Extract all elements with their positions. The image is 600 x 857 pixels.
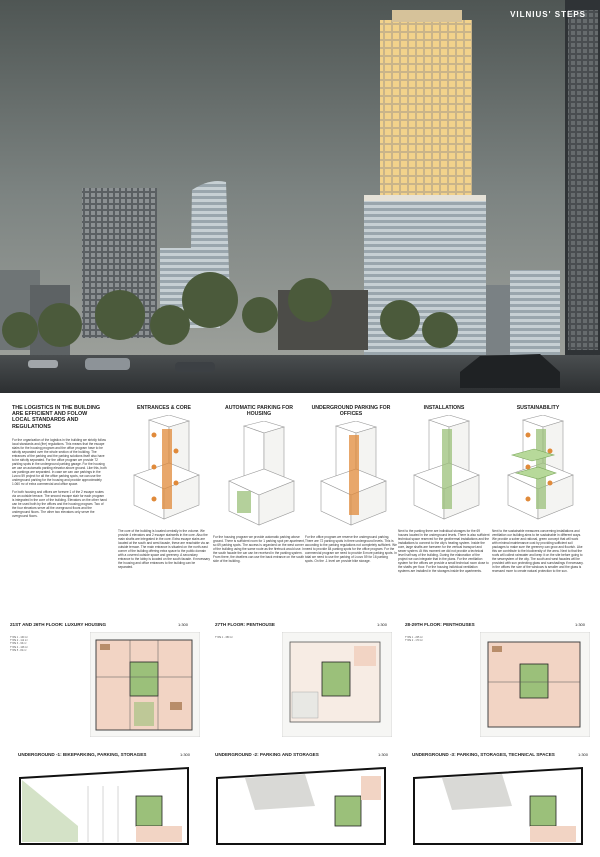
section-body: For the housing program we provide automatic parking above ground. There is sufficient room for 1 parking spot per apartment, so 69 parking spots. The access is organized on the west corner of the building using the same route as the firetruck would use. In the south facade the car can be received in the parking system. From there, the dwellers can use the back entrance on the south side of the building. (213, 535, 305, 563)
plan-legend: TYPE 1 - 380 m² (215, 636, 233, 639)
marker-icon (152, 433, 157, 438)
highlight-element (162, 429, 172, 509)
section-title: AUTOMATIC PARKING FOR HOUSING (224, 405, 293, 417)
section-title: ENTRANCES & CORE (137, 405, 191, 411)
intro-body-1: For the organization of the logistics in the building we strictly follow local standards and (fire) regulations. This means that the escape stairs for the housing program and the office program have to be strictly separated over the whole section of the building. The entrances of the parking and the parking solutions itself also have to be strictly separated. For the office program we provide 72 parking spots in the underground parking garage. For the housing we use an automatic parking elevator above ground. Like this, both car parkings are separated. In case we can use parkings in the Lvovo 59 project for all the office parking spots, we can use the underground parking for the housing and provide approximately 1.060 m² of extra commercial and office space. (12, 437, 107, 486)
plan-legend: TYPE 1 - 205 m² TYPE 2 - 170 m² (405, 636, 423, 643)
isometric-diagram (124, 415, 204, 525)
intro-body-2: For both housing and offices we foresee 1 of the 2 escape routes via an outside terrace. The second escape stair for each program is integrated in the core of the building. Elevators on the other hand can be used both by the offices and the housing program. Two of the four elevators serve all the overground floors and the underground floors. The other two elevators only serve the overground floors. (12, 489, 107, 518)
plan-title-27: 27TH FLOOR: PENTHOUSE (215, 622, 275, 627)
hero-render (0, 0, 600, 393)
floor-plans-row-2 (10, 752, 590, 852)
intro-title: THE LOGISTICS IN THE BUILDING ARE EFFICIENT AND FOLOW LOCAL STANDARDS AND REGULATIONS (12, 405, 101, 430)
isometric-diagram (498, 415, 578, 525)
section-body: For the office program we reserve the underground parking. There are 72 parking spots in three underground levels. This is according to the parking regulations not completely sufficient. We need to provide 84 parking spots for the office program. For the commercial program we need to provide 8 more parking spots. In total we need to use the parking of Lvovo 59 for 16 parking spots. On the -1 level we provide bike storage. (305, 535, 397, 563)
marker-icon (174, 449, 179, 454)
marker-icon (526, 433, 531, 438)
plan-scale: 1:300 (578, 752, 589, 757)
plan-title-21-26: 21ST AND 26TH FLOOR: LUXURY HOUSING (10, 622, 107, 627)
main-tower (364, 10, 486, 355)
plan-title-ug1: UNDERGROUND -1: BIKEPARKING, PARKING, STORAGES (18, 752, 147, 757)
floor-plan-underground-1 (18, 766, 193, 846)
marker-icon (526, 497, 531, 502)
plan-scale: 1:300 (377, 622, 388, 627)
floor-plan-27 (282, 632, 392, 737)
highlight-element (237, 491, 251, 513)
marker-icon (548, 449, 553, 454)
plan-scale: 1:300 (378, 752, 389, 757)
plan-scale: 1:300 (178, 622, 189, 627)
section-sustainability (492, 405, 584, 573)
section-installations (398, 405, 490, 573)
floor-plan-28-29 (480, 632, 590, 737)
highlight-element (349, 435, 359, 515)
plan-scale: 1:300 (575, 622, 586, 627)
section-entrances-core (118, 405, 210, 569)
marker-icon (152, 497, 157, 502)
section-body: The core of the building is located centrally in the volume. We provide 4 elevators and 2 escape stairwells in the core. Also the main shafts are integrated in the core. Extra escape stairs are located at the south and west facade, these are reachable via an outside terrace. The main entrance is situated on the north-east corner of the building offering extra space to the public domain with a covered outside space and greenery. A secondary entrance to the lobby is located on the south facade. If necessary the housing and office entrances to the building can be separated. (118, 529, 210, 569)
car (85, 358, 130, 370)
floor-plans-row-1 (10, 622, 590, 742)
marker-icon (548, 481, 553, 486)
section-automatic-parking (213, 405, 305, 563)
section-body: Next to the parking there are individual storages for the 69 houses located in the underground levels. There is also sufficient technical space reserved for the geothermal installations and the installations to connect to the city's heating system. Inside the core, large shafts are foreseen for the vertical transport and sewer system. At this moment we did not provide a technical level half way of the building. During the elaboration of the project we can integrate that in the plans. For the ventilation system for the offices we provide a small technical room close to the shafts per floor. For the housing individual ventilation systems are installed in the storages inside the apartments. (398, 529, 490, 573)
plan-title-ug2: UNDERGROUND -2: PARKING AND STORAGES (215, 752, 319, 757)
poster-title: VILNIUS' STEPS (510, 10, 586, 19)
section-title: INSTALLATIONS (423, 405, 465, 411)
section-underground-parking (305, 405, 397, 563)
plan-legend: TYPE 1 - 160 m² TYPE 2 - 112 m² TYPE 3 - 96 m² TYPE 4 - 108 m² TYPE 5 - 82 m² (10, 636, 28, 652)
section-title: UNDERGROUND PARKING FOR OFFICES (311, 405, 391, 417)
logistics-intro (12, 405, 107, 518)
isometric-diagram (404, 415, 484, 525)
plan-scale: 1:300 (180, 752, 191, 757)
plan-title-ug3: UNDERGROUND -3: PARKING, STORAGES, TECHNICAL SPACES (412, 752, 555, 757)
isometric-diagram (219, 421, 299, 531)
floor-plan-21-26 (90, 632, 200, 737)
highlight-element (442, 429, 452, 509)
marker-icon (152, 465, 157, 470)
marker-icon (526, 465, 531, 470)
hero-illustration (0, 0, 600, 393)
section-body: Next to the sustainable measures concerning installations and ventilation our building aims to be sustainable in different ways. We provide a sober and rational, green concept that will work with minimal maintenance cost by providing sufficient soil packages to make sure the greenery can grow and flourish. Like this we contribute to the biodiversity of the area. Next to that the roofs will collect rainwater and keep it on the site before going to the sewerystem of the city. The south and west facades will be provided with sun protecting glass and sunshadings if necessary. In the offices the size of the windows is smaller and the glass is recessed more to create natural protection to the sun. (492, 529, 584, 573)
floor-plan-underground-2 (215, 766, 390, 846)
isometric-diagram (311, 421, 391, 531)
marker-icon (174, 481, 179, 486)
section-title: SUSTAINABILITY (516, 405, 560, 411)
floor-plan-underground-3 (412, 766, 587, 846)
plan-title-28-29: 28-29TH FLOOR: PENTHOUSES (405, 622, 475, 627)
